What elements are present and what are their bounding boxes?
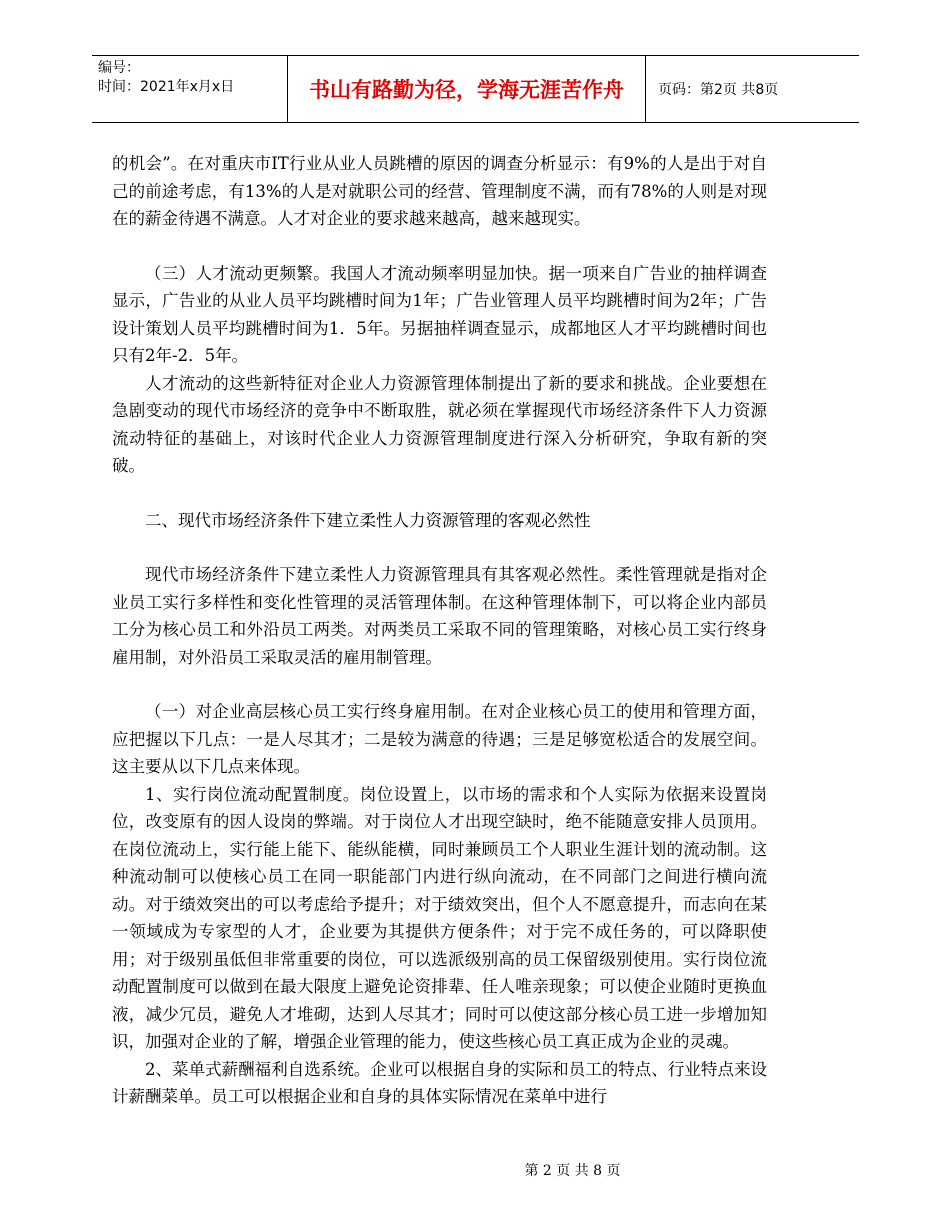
footer-page-number: 第 2 页 共 8 页	[524, 1163, 621, 1179]
paragraph: （一）对企业高层核心员工实行终身雇用制。在对企业核心员工的使用和管理方面，应把握以下几点：一是人尽其才；二是较为满意的待遇；三是足够宽松适合的发展空间。这主要从以下几点来体现。	[112, 702, 767, 776]
page-footer	[0, 1160, 950, 1180]
paragraph: 1、实行岗位流动配置制度。岗位设置上，以市场的需求和个人实际为依据来设置岗位，改变原有的因人设岗的弊端。对于岗位人才出现空缺时，绝不能随意安排人员顶用。在岗位流动上，实行能上能下、能纵能横，同时兼顾员工个人职业生涯计划的流动制。这种流动制可以使核心员工在同一职能部门内进行纵向流动，在不同部门之间进行横向流动。对于绩效突出的可以考虑给予提升；对于绩效突出，但个人不愿意提升，而志向在某一领域成为专家型的人才，企业要为其提供方便条件；对于完不成任务的，可以降职使用；对于级别虽低但非常重要的岗位，可以选派级别高的员工保留级别使用。实行岗位流动配置制度可以做到在最大限度上避免论资排辈、任人唯亲现象；可以使企业随时更换血液，减少冗员，避免人才堆砌，达到人尽其才；同时可以使这部分核心员工进一步增加知识，加强对企业的了解，增强企业管理的能力，使这些核心员工真正成为企业的灵魂。	[112, 784, 767, 1051]
header-motto: 书山有路勤为径，学海无涯苦作舟	[287, 56, 646, 122]
paragraph: 人才流动的这些新特征对企业人力资源管理体制提出了新的要求和挑战。企业要想在急剧变动的现代市场经济的竞争中不断取胜，就必须在掌握现代市场经济条件下人力资源流动特征的基础上，对该时代企业人力资源管理制度进行深入分析研究，争取有新的突破。	[112, 373, 767, 475]
document-time-label: 时间：2021年x月x日	[98, 79, 235, 95]
header-meta	[98, 59, 278, 97]
paragraph: 2、菜单式薪酬福利自选系统。企业可以根据自身的实际和员工的特点、行业特点来设计薪酬菜单。员工可以根据企业和自身的具体实际情况在菜单中进行	[112, 1059, 767, 1106]
paragraph: （三）人才流动更频繁。我国人才流动频率明显加快。据一项来自广告业的抽样调查显示，广告业的从业人员平均跳槽时间为1年；广告业管理人员平均跳槽时间为2年；广告设计策划人员平均跳槽时间为1．5年。另据抽样调查显示，成都地区人才平均跳槽时间也只有2年-2．5年。	[112, 263, 767, 365]
page-header	[92, 55, 859, 123]
header-page-info: 页码：第2页 共8页	[658, 82, 779, 98]
paragraph: 现代市场经济条件下建立柔性人力资源管理具有其客观必然性。柔性管理就是指对企业员工实行多样性和变化性管理的灵活管理体制。在这种管理体制下，可以将企业内部员工分为核心员工和外沿员工两类。对两类员工采取不同的管理策略，对核心员工实行终身雇用制，对外沿员工采取灵活的雇用制管理。	[112, 565, 767, 667]
paragraph: 的机会”。在对重庆市IT行业从业人员跳槽的原因的调查分析显示：有9%的人是出于对自己的前途考虑，有13%的人是对就职公司的经营、管理制度不满，而有78%的人则是对现在的薪金待遇不满意。人才对企业的要求越来越高，越来越现实。	[112, 154, 767, 228]
document-number-label: 编号：	[98, 60, 140, 76]
document-body	[112, 150, 767, 1111]
section-heading: 二、现代市场经济条件下建立柔性人力资源管理的客观必然性	[145, 510, 591, 530]
